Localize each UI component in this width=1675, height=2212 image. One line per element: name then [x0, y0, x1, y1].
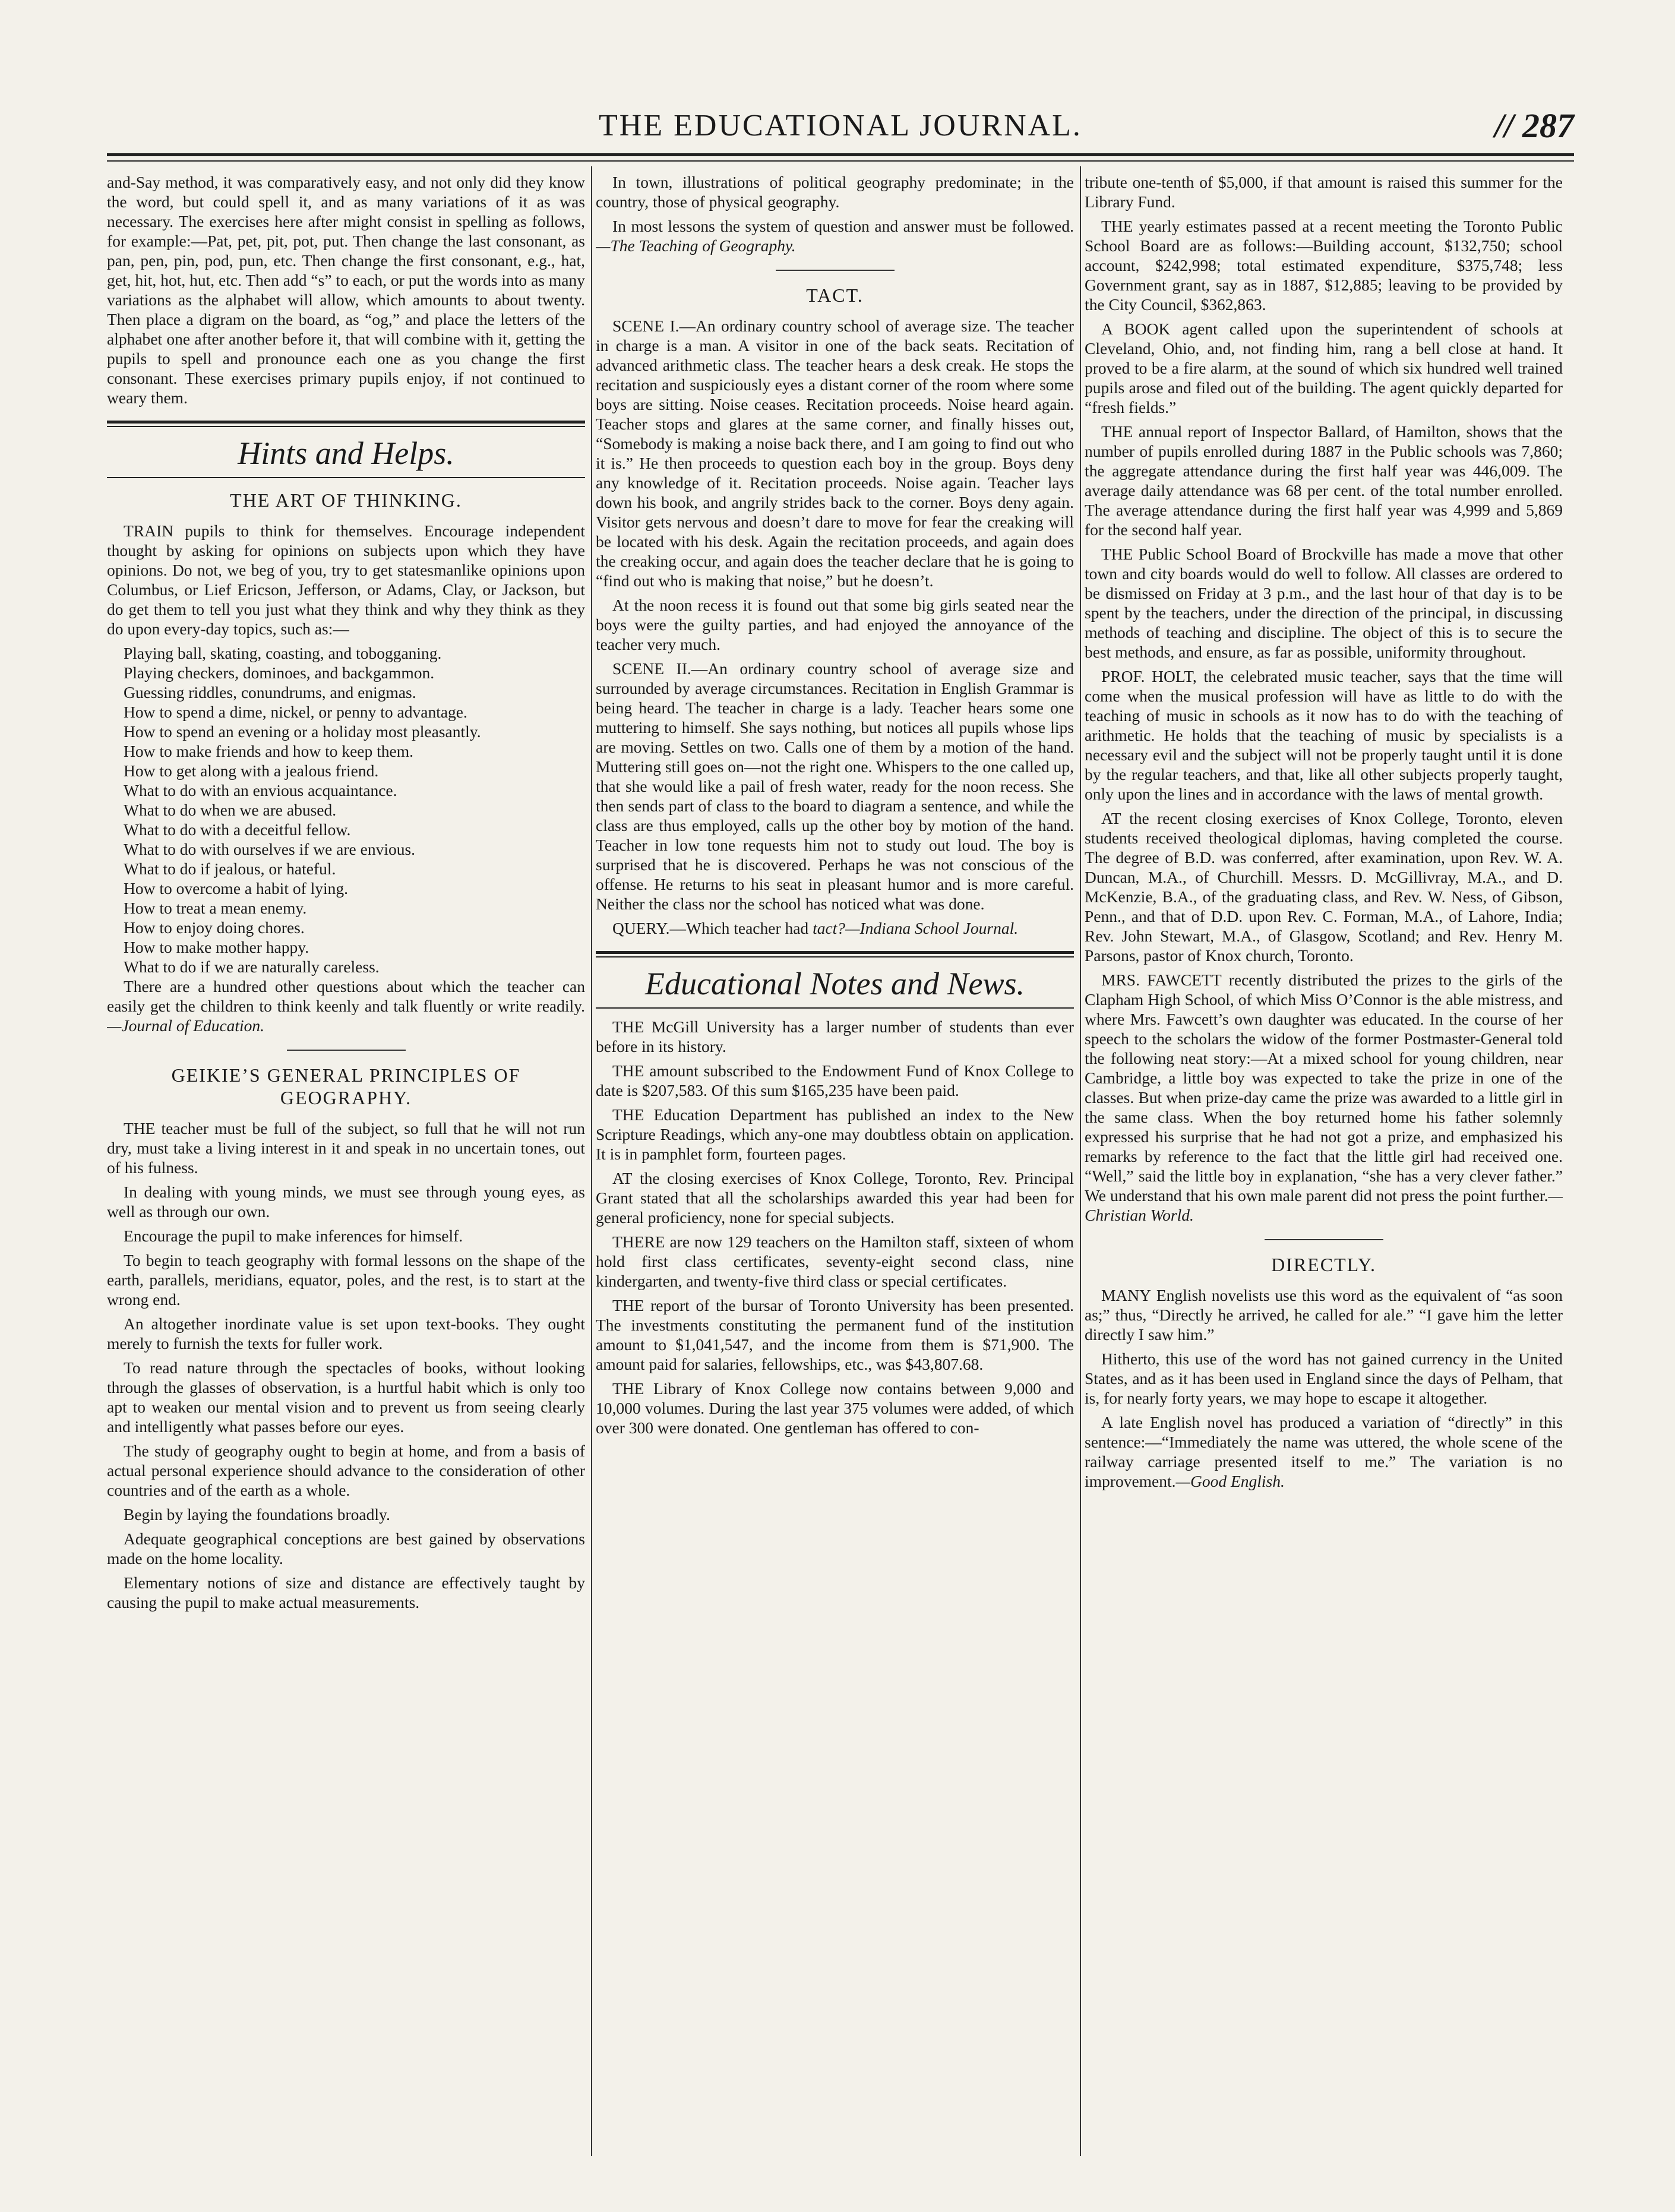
lead-word: AT: [612, 1169, 633, 1187]
section-rule: [596, 956, 1074, 958]
article-title: TACT.: [806, 285, 864, 306]
paragraph-text: There are a hundred other questions about which the teacher can easily get the children to think keenly and talk fluently or write readily.: [107, 977, 585, 1015]
list-item: How to spend an evening or a holiday most pleasantly.: [124, 722, 481, 741]
news-text: Library of Knox College now contains between 9,000 and 10,000 volumes. During the last year 375 volumes were added, of which over 300 were donated. One gentleman has offered to con-: [596, 1379, 1074, 1437]
paragraph: To read nature through the spectacles of books, without looking through the glasses of observation, is a hurtful habit which is only too apt to weaken our mental vision and to prevent us from seeing clearly and intelligently what passes before our eyes.: [107, 1358, 585, 1436]
lead-word: A BOOK: [1101, 320, 1171, 338]
lead-word: QUERY.: [612, 919, 670, 937]
list-item: What to do with a deceitful fellow.: [124, 820, 351, 839]
lead-word: THE: [612, 1017, 644, 1036]
paragraph: Elementary notions of size and distance are effectively taught by causing the pupil to make actual measurements.: [107, 1573, 585, 1611]
list-item: How to make mother happy.: [124, 938, 309, 956]
lead-word: PROF. HOLT,: [1101, 667, 1197, 685]
news-item: [1085, 666, 1563, 804]
paragraph-text: —An ordinary country school of average size. The teacher in charge is a man. A visitor in one of the back seats. Recitation of advanced arithmetic class. The teacher hears a desk creak. He stops the recitation and suspiciously eyes a distant corner of the room where some boys are sitting. Noise ceases. Recitation proceeds. Noise heard again. Teacher stops and glares at the same corner, and finally hisses out, “Somebody is making a noise back there, and I am going to find out who it is.” He then proceeds to question each boy in the group. Boys deny any knowledge of it. Recitation proceeds. Noise again. Teacher lays down his book, and angrily strides back to the corner. Boys deny again. Visitor gets nervous and doesn’t dare to move for fear the creaking will be located with his desk. Again the recitation proceeds, and again does the creaking occur, and again does the teacher declare that he is going to “find out who is making that noise,” but he doesn’t.: [596, 317, 1074, 590]
news-text: annual report of Inspector Ballard, of Hamilton, shows that the number of pupils enrolled during 1887 in the Public schools was 7,860; the aggregate attendance during the first half year was 446,009. The average daily attendance was 68 per cent. of the total number enrolled. The average attendance during the first half year was 4,999 and 5,869 for the second half year.: [1085, 422, 1563, 539]
news-item: [596, 1168, 1074, 1227]
paragraph: At the noon recess it is found out that some big girls seated near the boys were the guilty parties, and had enjoyed the annoyance of the teacher very much.: [596, 596, 1074, 653]
paragraph: [596, 659, 1074, 914]
news-text: yearly estimates passed at a recent meeting the Toronto Public School Board are as follows:—Building account, $132,750; school account, $242,998; total estimated expenditure, $375,748; less Government grant, say as in 1887, $12,885; leaving to be provided by the City Council, $362,863.: [1085, 217, 1563, 314]
lead-word: THE: [1101, 217, 1133, 235]
lead-word: THERE: [612, 1233, 665, 1251]
source-citation: —Christian World.: [1085, 1186, 1563, 1224]
section-rule: [107, 421, 585, 424]
source-citation: —The Teaching of Geography.: [596, 236, 796, 255]
news-item: [596, 1379, 1074, 1437]
paragraph: Encourage the pupil to make inferences for himself.: [124, 1227, 463, 1245]
paragraph: [107, 521, 585, 639]
paragraph: [1085, 1412, 1563, 1491]
news-item: [1085, 970, 1563, 1225]
list-item: Playing ball, skating, coasting, and tobogganing.: [124, 644, 442, 662]
paragraph: Adequate geographical conceptions are best gained by observations made on the home locality.: [107, 1530, 585, 1568]
paragraph-text: pupils to think for themselves. Encourage independent thought by asking for opinions on subjects upon which they have opinions. Do not, we beg of you, try to get statesmanlike opinions upon Columbus, or Lief Ericson, Jefferson, or Adams, Clay, or Jackson, but do get them to tell you just what they think and why they think as they do upon every-day topics, such as:—: [107, 522, 585, 638]
lead-word: THE: [612, 1296, 644, 1314]
journal-title: THE EDUCATIONAL JOURNAL.: [599, 109, 1082, 143]
paragraph: In dealing with young minds, we must see through young eyes, as well as through our own.: [107, 1183, 585, 1221]
separator-rule: [776, 270, 895, 271]
column-right: [1085, 172, 1563, 2156]
news-item: [1085, 216, 1563, 314]
news-item: [596, 1105, 1074, 1164]
lead-word: SCENE II.: [612, 659, 691, 678]
news-text: are now 129 teachers on the Hamilton staff, sixteen of whom hold first class certificates, seventy-eight second class, nine kindergarten, and twenty-five third class or special certificates.: [596, 1233, 1074, 1290]
column-divider: [591, 166, 592, 2156]
source-citation: —Good English.: [1175, 1472, 1285, 1490]
source-citation: —Indiana School Journal.: [845, 919, 1019, 937]
news-text: Education Department has published an index to the New Scripture Readings, which any-one may doubtless obtain on application. It is in pamphlet form, fourteen pages.: [596, 1105, 1074, 1163]
paragraph: [596, 918, 1074, 938]
topic-list: [107, 643, 585, 977]
paragraph: Begin by laying the foundations broadly.: [124, 1505, 390, 1524]
paragraph: In town, illustrations of political geography predominate; in the country, those of physical geography.: [596, 173, 1074, 211]
news-item: [1085, 422, 1563, 539]
header-rule: [107, 153, 1574, 156]
news-text: amount subscribed to the Endowment Fund of Knox College to date is $207,583. Of this sum $165,235 have been paid.: [596, 1061, 1074, 1099]
news-text: report of the bursar of Toronto University has been presented. The investments constituting the permanent fund of the institution amount to $1,041,547, and the income from them is $71,900. The amount paid for salaries, fellowships, etc., was $43,807.68.: [596, 1296, 1074, 1373]
column-left: [107, 172, 585, 2156]
news-item: [596, 1295, 1074, 1374]
news-item: [596, 1061, 1074, 1100]
lead-word: MRS. FAWCETT: [1101, 971, 1222, 989]
list-item: How to spend a dime, nickel, or penny to advantage.: [124, 703, 467, 721]
source-citation: —Journal of Education.: [107, 1016, 265, 1035]
article-title: THE ART OF THINKING.: [230, 489, 462, 511]
news-text: agent called upon the superintendent of schools at Cleveland, Ohio, and, not finding him, rang a bell close at hand. It proved to be a fire alarm, at the sound of which six hundred well trained pupils arose and filed out of the building. The agent quickly departed for “fresh fields.”: [1085, 320, 1563, 416]
emphasis: tact?: [813, 919, 846, 937]
news-text: recently distributed the prizes to the girls of the Clapham High School, of which Miss O’Connor is the able mistress, and where Mrs. Fawcett’s own daughter was educated. In the course of her speech to the scholars the widow of the former Postmaster-General told the following neat story:—At a mixed school for young children, near Cambridge, a little boy was expected to take the prize in one of the classes. But when prize-day came the prize was awarded to a little girl in the same class. When the boy returned home his father solemnly expressed his surprise that he had not got a prize, and emphasized his remarks by reference to the fact that the little girl had received one. “Well,” said the little boy in explanation, “she has a very clever father.” We understand that his own male parent did not press the point further.: [1085, 971, 1563, 1205]
news-item: [596, 1232, 1074, 1291]
paragraph-text: teacher must be full of the subject, so full that he will not run dry, must take a living interest in it and speak in no uncertain tones, out of his fulness.: [107, 1119, 585, 1177]
lead-word: THE: [124, 1119, 156, 1137]
news-item: [596, 1017, 1074, 1056]
paragraph: [1085, 1285, 1563, 1344]
list-item: What to do with an envious acquaintance.: [124, 781, 397, 800]
news-item: [1085, 808, 1563, 965]
list-item: Guessing riddles, conundrums, and enigmas.: [124, 683, 416, 701]
news-text: the celebrated music teacher, says that the time will come when the musical profession will have as little to do with the teaching of music in schools as it now has to do with the teaching of arithmetic. He holds that the teaching of music by specialists is a necessary evil and the subject will not be properly taught until it is done by the regular teachers, and that, like all other subjects properly taught, only upon the lines and in accordance with the laws of mental growth.: [1085, 667, 1563, 803]
list-item: How to get along with a jealous friend.: [124, 761, 379, 780]
separator-rule: [1265, 1239, 1383, 1240]
lead-word: THE: [612, 1379, 644, 1398]
list-item: What to do when we are abused.: [124, 801, 337, 819]
paragraph-text: A late English novel has produced a variation of “directly” in this sentence:—“Immediately the name was uttered, the whole scene of the railway carriage presented itself to me.” The variation is no improvement.: [1085, 1413, 1563, 1490]
news-item: [1085, 319, 1563, 417]
paragraph: [596, 316, 1074, 590]
list-item: What to do if we are naturally careless.: [124, 958, 380, 976]
paragraph-text: —Which teacher had: [669, 919, 809, 937]
list-item: Playing checkers, dominoes, and backgammon.: [124, 663, 435, 682]
paragraph-text: —An ordinary country school of average size and surrounded by average circumstances. Recitation in English Grammar is being heard. The teacher in charge is a lady. Teacher hears some one muttering to himself. She says nothing, but notices all pupils whose lips are moving. Settles on two. Calls one of them by a motion of the hand. Muttering still goes on—not the right one. Whispers to the one called up, that she would like a pail of fresh water, ready for the noon recess. She then sends part of class to the board to diagram a sentence, and while the class are thus employed, calls up the other boy by motion of the hand. Teacher in low tone requests him not to study out loud. The boy is surprised that he is discovered. Perhaps he was not conscious of the offense. He returns to his seat in pleasant humor and is more careful. Neither the class nor the school has noticed what was done.: [596, 659, 1074, 913]
paragraph: To begin to teach geography with formal lessons on the shape of the earth, parallels, meridians, equator, poles, and the rest, is to start at the wrong end.: [107, 1251, 585, 1309]
column-divider: [1080, 166, 1081, 2156]
lead-word: THE: [1101, 422, 1133, 441]
lead-word: THE: [1101, 545, 1133, 563]
section-rule: [596, 951, 1074, 954]
separator-rule: [287, 1050, 406, 1051]
page-number: // 287: [1494, 106, 1574, 145]
paragraph: [107, 1118, 585, 1177]
list-item: What to do if jealous, or hateful.: [124, 859, 336, 878]
news-text: McGill University has a larger number of students than ever before in its history.: [596, 1017, 1074, 1056]
article-title: DIRECTLY.: [1271, 1254, 1376, 1275]
list-item: How to overcome a habit of lying.: [124, 879, 349, 898]
paragraph: and-Say method, it was comparatively easy, and not only did they know the word, but could spell it, and as many variations of it as was necessary. The exercises here after might consist in spelling as follows, for example:—Pat, pet, pit, pot, put. Then change the last consonant, as pan, pen, pin, pod, pun, etc. Then change the first consonant, e.g., hat, get, hit, hot, hut, etc. Then add “s” to each, or put the words into as many variations as the alphabet will allow, which amounts to about twenty. Then place a digram on the board, as “og,” and place the letters of the alphabet one after another before it, that will combine with it, getting the pupils to spell and pronounce each one as you change the first consonant. These exercises primary pupils enjoy, if not continued to weary them.: [107, 173, 585, 407]
list-item: What to do with ourselves if we are envious.: [124, 840, 416, 858]
section-heading: Hints and Helps.: [238, 435, 454, 471]
news-item: [1085, 544, 1563, 662]
lead-word: MANY: [1101, 1286, 1152, 1304]
section-rule: [107, 477, 585, 478]
paragraph: An altogether inordinate value is set upon text-books. They ought merely to furnish the texts for fuller work.: [107, 1314, 585, 1353]
section-rule: [107, 426, 585, 427]
paragraph-text: In most lessons the system of question and answer must be followed.: [612, 217, 1074, 235]
paragraph-text: English novelists use this word as the equivalent of “as soon as;” thus, “Directly he arrived, he called for ale.” “I gave him the letter directly I saw him.”: [1085, 1286, 1563, 1344]
lead-word: TRAIN: [124, 522, 174, 540]
lead-word: THE: [612, 1105, 644, 1124]
lead-word: SCENE I.: [612, 317, 680, 335]
list-item: How to enjoy doing chores.: [124, 918, 305, 937]
section-heading: Educational Notes and News.: [645, 966, 1025, 1001]
news-text: Public School Board of Brockville has made a move that other town and city boards would do well to follow. All classes are ordered to be dismissed on Friday at 3 p.m., and the last hour of that day is to be spent by the teachers, under the direction of the principal, in discussing methods of teaching and discipline. The object of this is to secure the best methods, and ensure, as far as possible, uniformity throughout.: [1085, 545, 1563, 661]
paragraph: [596, 216, 1074, 255]
paragraph: The study of geography ought to begin at home, and from a basis of actual personal experience should advance to the consideration of other countries and of the earth as a whole.: [107, 1442, 585, 1499]
lead-word: AT: [1101, 809, 1121, 827]
paragraph: Hitherto, this use of the word has not gained currency in the United States, and as it has been used in England since the days of Pelham, that is, for nearly forty years, we may hope to escape it altogether.: [1085, 1350, 1563, 1407]
list-item: How to make friends and how to keep them.: [124, 742, 414, 760]
paragraph: tribute one-tenth of $5,000, if that amount is raised this summer for the Library Fund.: [1085, 173, 1563, 211]
news-text: the closing exercises of Knox College, Toronto, Rev. Principal Grant stated that all the scholarships awarded this year had been for general proficiency, none for special subjects.: [596, 1169, 1074, 1227]
article-title: GEIKIE’S GENERAL PRINCIPLES OF GEOGRAPHY.: [171, 1064, 521, 1108]
news-text: the recent closing exercises of Knox College, Toronto, eleven students received theological diplomas, having completed the course. The degree of B.D. was conferred, after examination, upon Rev. W. A. Duncan, M.A., of Churchill. Messrs. D. McGillivray, M.A., and D. McKenzie, B.A., of the graduating class, and Rev. W. Ness, of Gibson, Penn., and that of D.D. upon Rev. C. Forman, M.A., of Lahore, India; Rev. John Stewart, M.A., of Glasgow, Scotland; and Rev. Henry M. Parsons, pastor of Knox church, Toronto.: [1085, 809, 1563, 965]
lead-word: THE: [612, 1061, 644, 1080]
header-rule-thin: [107, 160, 1574, 162]
list-item: How to treat a mean enemy.: [124, 899, 307, 917]
column-middle: [596, 172, 1074, 2156]
paragraph: [107, 977, 585, 1035]
